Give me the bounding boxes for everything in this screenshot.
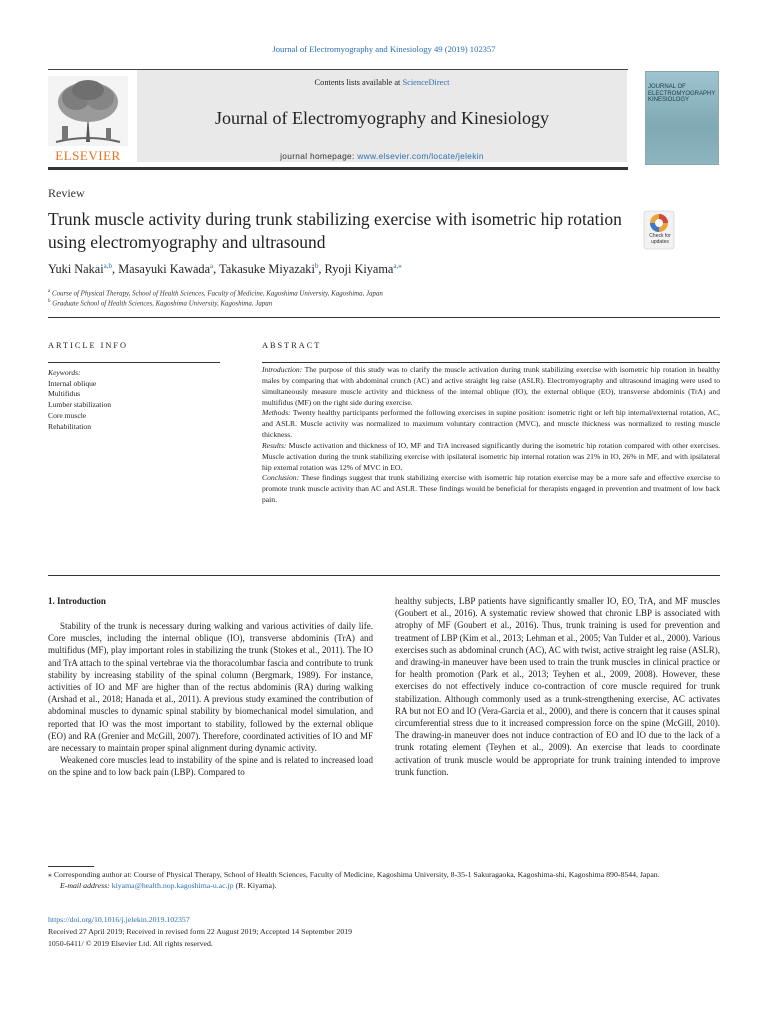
email-label: E-mail address:	[60, 881, 112, 891]
abstract-section-label: Methods:	[262, 408, 291, 418]
author-affiliation-marker[interactable]: b	[314, 262, 319, 270]
abstract-section	[262, 441, 720, 474]
copyright-line: 1050-6411/ © 2019 Elsevier Ltd. All rights reserved.	[48, 939, 213, 948]
article-title: Trunk muscle activity during trunk stabilizing exercise with isometric hip rotation using electromyography and ultrasound	[48, 209, 622, 252]
email-suffix: (R. Kiyama).	[233, 881, 277, 891]
journal-homepage-line	[137, 151, 627, 161]
abstract-section	[262, 473, 720, 506]
body-paragraph: Weakened core muscles lead to instability of the spine and is related to increased load on the spine and to low back pain (LBP). Compared to	[48, 755, 373, 778]
keyword-item: Core muscle	[48, 410, 87, 420]
abstract-section-label: Results:	[262, 440, 287, 450]
journal-title: Journal of Electromyography and Kinesiology	[215, 108, 549, 128]
divider	[48, 362, 220, 363]
keyword-item: Rehabilitation	[48, 421, 92, 431]
abstract-section-text: Twenty healthy participants performed the following exercises in supine position: isometric right or left hip internal/external rotation, AC, and ASLR. Muscle activity was normalized to maximum voluntary contraction (MVC), and muscle thickness was normalized to resting muscle thickness.	[262, 408, 720, 440]
contents-prefix: Contents lists available at	[314, 78, 403, 87]
affiliation-marker: a	[48, 289, 51, 294]
keyword-item: Lumber stabilization	[48, 400, 112, 410]
journal-citation[interactable]: Journal of Electromyography and Kinesiology 49 (2019) 102357	[272, 44, 496, 54]
article-type: Review	[48, 186, 85, 200]
keywords-block	[48, 368, 228, 432]
keywords-label: Keywords:	[48, 368, 81, 377]
affiliation-marker: b	[48, 299, 51, 304]
affiliation-text: Course of Physical Therapy, School of Health Sciences, Faculty of Medicine, Kagoshima University, Kagoshima, Japan	[51, 290, 383, 298]
cover-title: JOURNAL OF ELECTROMYOGRAPHY KINESIOLOGY	[648, 84, 716, 103]
author-name: Masayuki Kawada	[118, 262, 211, 277]
author-affiliation-marker[interactable]: a,b	[103, 262, 113, 270]
footnote-rule	[48, 866, 94, 867]
email-link[interactable]: kiyama@health.nop.kagoshima-u.ac.jp	[111, 881, 234, 891]
homepage-prefix: journal homepage:	[280, 151, 358, 161]
doi-link[interactable]: https://doi.org/10.1016/j.jelekin.2019.102357	[48, 915, 190, 924]
section-heading-introduction: 1. Introduction	[48, 596, 106, 606]
affiliation-text: Graduate School of Health Sciences, Kagoshima University, Kagoshima, Japan	[52, 300, 273, 308]
body-column-left	[48, 620, 373, 779]
keyword-item: Multifidus	[48, 389, 81, 399]
keyword-item: Internal oblique	[48, 378, 97, 388]
author-affiliation-marker[interactable]: a	[210, 262, 214, 270]
abstract-section-text: The purpose of this study was to clarify the muscle activation during trunk stabilizing exercise with isometric hip rotation in healthy males by comparing that with abdominal crunch (AC) and active straight leg raise (ASLR). Electromyography and ultrasound imaging were used to simultaneously measure muscle activity and thickness of the internal oblique (IO), the external oblique (EO), transverse abdominis (TrA) and multifidus (MF) on the right side during exercise.	[262, 365, 720, 407]
divider	[48, 575, 720, 576]
affiliation-a	[48, 289, 383, 297]
author-name: Ryoji Kiyama	[324, 262, 394, 277]
author-name: Takasuke Miyazaki	[219, 262, 315, 277]
crossmark-label: Check for updates	[649, 233, 671, 245]
article-info-heading: ARTICLE INFO	[48, 341, 128, 350]
body-column-right	[395, 595, 720, 778]
header-bottom-rule	[48, 167, 628, 170]
abstract-section-label: Introduction:	[262, 365, 303, 374]
abstract-section-text: These findings suggest that trunk stabilizing exercise with isometric hip rotation exercise may be a more safe and effective exercise to promote trunk muscle activity than AC and ASLR. These findings would be beneficial for therapists engaged in prevention and treatment of low back pain.	[262, 473, 720, 505]
corresponding-author-note: ⁎ Corresponding author at: Course of Physical Therapy, School of Health Sciences, Faculty of Medicine, Kagoshima University, 8-35-1 Sakuragaoka, Kagoshima-shi, Kagoshima 890-8544, Japan.	[48, 870, 660, 879]
body-paragraph: healthy subjects, LBP patients have significantly smaller IO, EO, TrA, and MF muscles (Goubert et al., 2016). A systematic review showed that chronic LBP is associated with atrophy of MF (Goubert et al., 2016). Thus, trunk training is used for prevention and treatment of LBP (Kim et al., 2013; Lehman et al., 2005; Van Tulder et al., 2000). Various exercises such as abdominal crunch (AC), AC with twist, active straight leg raise (ASLR), and drawing-in maneuver have been used to train the trunk muscles in clinical practice or for health promotion (Park et al., 2013; Teyhen et al., 2009, 2008). However, these exercises do not effectively induce co-contraction of core muscle required for trunk stabilization. Although commonly used as a trunk-strengthening exercise, AC activates RA but not EO and IO (Vera-Garcia et al., 2000), and there is concern that it causes spinal circumferential stress due to it increased compression force on the spine (McGill, 2010). The drawing-in maneuver does not induce contraction of EO and IO due to the lack of a trunk rotating element (Teyhen et al., 2009). An exercise that leads to coordinate activation of trunk muscle would be appropriate for trunk training intended to improve trunk function.	[395, 596, 720, 777]
abstract-heading: ABSTRACT	[262, 341, 322, 350]
author-name: Yuki Nakai	[48, 262, 104, 277]
contents-line	[137, 78, 627, 87]
abstract-section	[262, 365, 720, 408]
sciencedirect-link[interactable]: ScienceDirect	[402, 78, 450, 87]
abstract-text	[262, 365, 720, 506]
email-line	[48, 880, 720, 891]
divider	[262, 362, 720, 363]
author-list: Yuki Nakai$^{a,b}$, Masayuki Kawada$^a$, Takasuke Miyazaki$^b$, Ryoji Kiyama$^{a,⁎}$	[48, 262, 402, 277]
author-affiliation-marker[interactable]: a,⁎	[393, 262, 402, 270]
affiliation-b	[48, 299, 272, 307]
article-footer	[48, 914, 720, 950]
abstract-section-text: Muscle activation and thickness of IO, MF and TrA increased significantly during the isometric hip rotation compared with other exercises. Muscle activation during the trunk stabilizing exercise with ipsilateral isometric hip internal rotation was 21% in IO, 26% in MF, and with ipsilateral hip external rotation was 12% of MVC in EO.	[262, 440, 720, 472]
body-paragraph: Stability of the trunk is necessary during walking and various activities of daily life. Core muscles, including the internal oblique (IO), transverse abdominis (TrA) and multifidus (MF), play important roles in stabilizing the trunk (Stokes et al., 2011). The IO and TrA attach to the spinal vertebrae via the thoracolumbar fascia and contribute to trunk stability by increasing stability of the spinal column (Bergmark, 1989). For instance, activities of IO and MF are higher than of the rectus abdominis (RA) during walking (Arshad et al., 2018; Hanada et al., 2011). A previous study examined the contribution of abdominal muscles to dynamic spinal stability by biomechanical model simulation, and reported that IO was the most important to stability, followed by the external oblique (EO) and RA (Grenier and McGill, 2007). Therefore, coordinated activities of IO and MF are necessary to maintain proper spinal alignment during dynamic activity.	[48, 621, 373, 754]
elsevier-wordmark: ELSEVIER	[55, 148, 121, 163]
footnote	[48, 869, 720, 892]
received-dates: Received 27 April 2019; Received in revised form 22 August 2019; Accepted 14 September 2019	[48, 927, 353, 936]
divider	[48, 317, 720, 318]
abstract-section-label: Conclusion:	[262, 473, 300, 483]
homepage-link[interactable]: www.elsevier.com/locate/jelekin	[357, 151, 484, 161]
abstract-section	[262, 408, 720, 441]
